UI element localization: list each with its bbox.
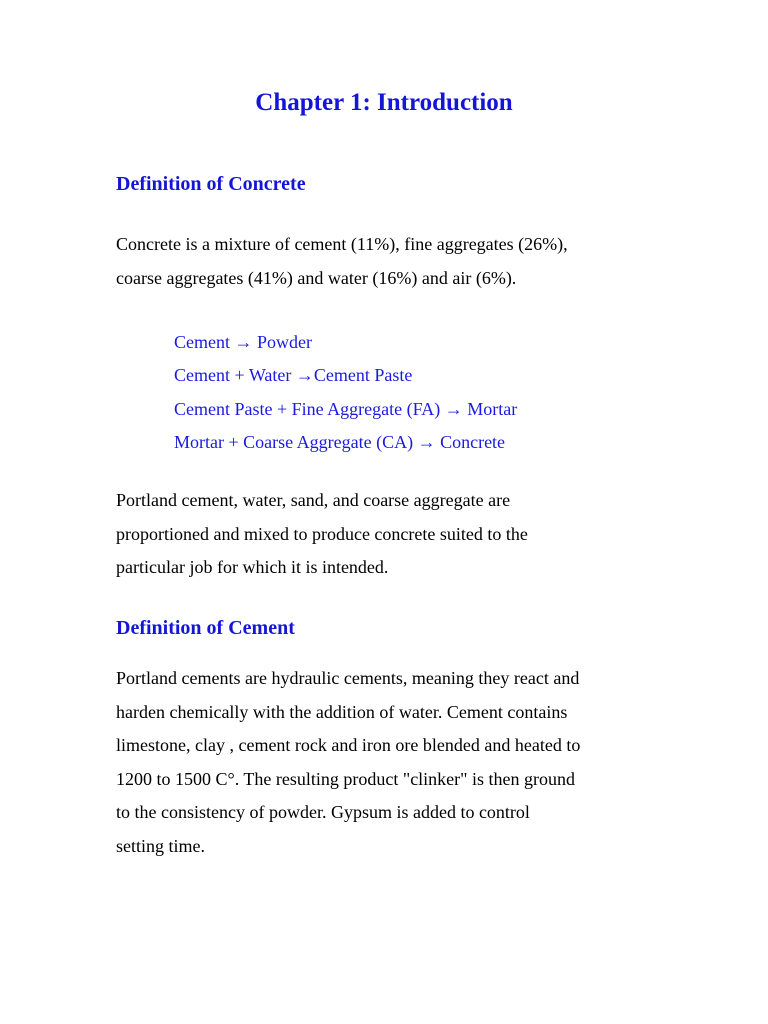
concrete-definition-heading: Definition of Concrete [116,173,306,195]
paragraph-line: setting time. [116,835,205,856]
paragraph-line: particular job for which it is intended. [116,557,389,577]
paragraph-line: Concrete is a mixture of cement (11%), fine aggregates (26%), [116,234,568,254]
formula-cement-paste: Cement + Water →Cement Paste [174,365,413,386]
paragraph-line: proportioned and mixed to produce concrete suited to the [116,523,528,544]
portland-cement-paragraph [116,484,676,585]
formula-cement-powder: Cement → Powder [174,332,312,352]
cement-definition-paragraph [116,662,676,863]
paragraph-line: coarse aggregates (41%) and water (16%) and air (6%). [116,267,517,288]
paragraph-line: 1200 to 1500 C°. The resulting product "clinker" is then ground [116,768,575,789]
chapter-title: Chapter 1: Introduction [255,89,513,116]
cement-definition-heading: Definition of Cement [116,617,295,639]
formula-mortar: Cement Paste + Fine Aggregate (FA) → Mortar [174,398,518,419]
formula-concrete: Mortar + Coarse Aggregate (CA) → Concrete [174,431,506,452]
concrete-intro-paragraph [116,228,676,295]
paragraph-line: Portland cement, water, sand, and coarse aggregate are [116,490,511,510]
paragraph-line: limestone, clay , cement rock and iron ore blended and heated to [116,735,581,755]
paragraph-line: harden chemically with the addition of water. Cement contains [116,701,568,722]
paragraph-line: to the consistency of powder. Gypsum is added to control [116,802,530,822]
concrete-formula-list [174,326,517,459]
paragraph-line: Portland cements are hydraulic cements, meaning they react and [116,668,580,688]
